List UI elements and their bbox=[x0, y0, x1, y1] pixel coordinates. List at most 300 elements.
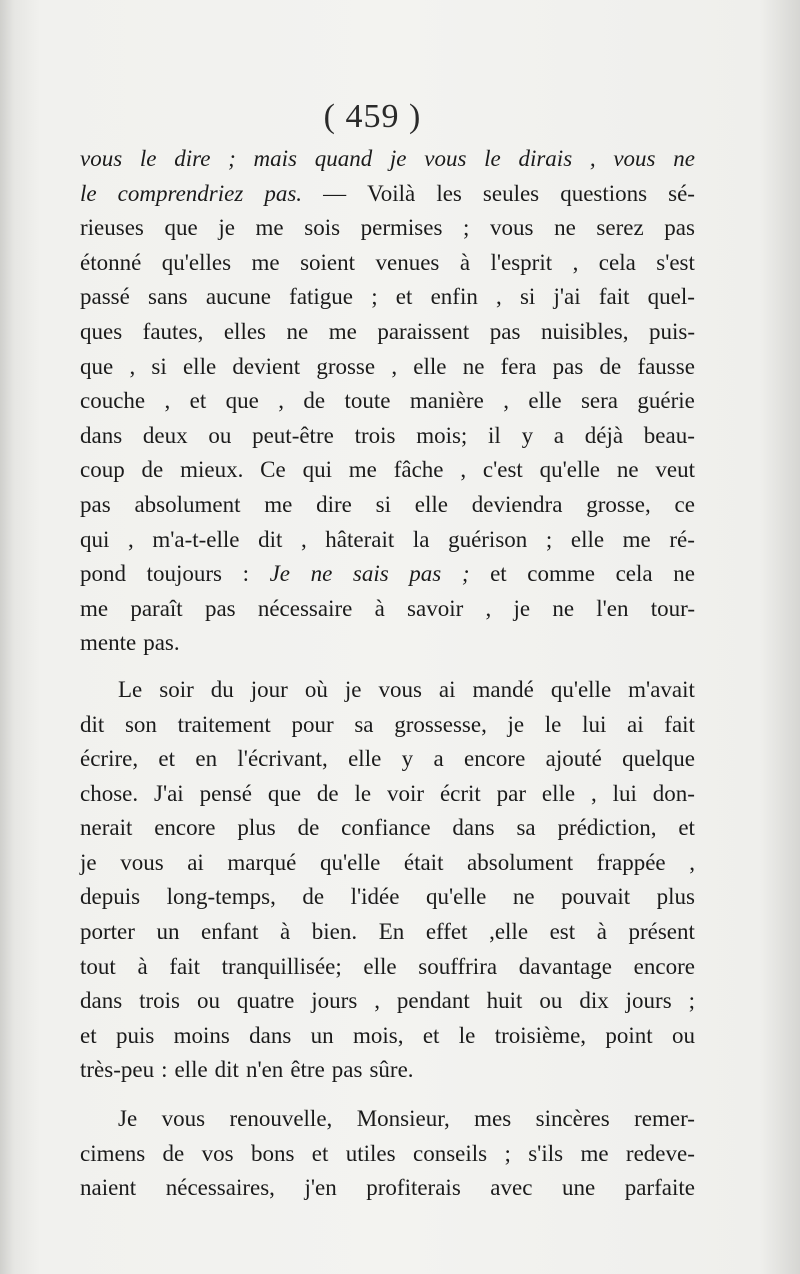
word: qu'elle bbox=[550, 676, 612, 702]
word: qu'elle bbox=[319, 849, 381, 875]
word: don- bbox=[652, 780, 695, 806]
word: je bbox=[507, 711, 525, 737]
word: couche bbox=[80, 388, 146, 414]
word: de bbox=[297, 815, 320, 841]
word: enfant bbox=[201, 919, 259, 945]
word: depuis bbox=[80, 884, 141, 910]
word: — bbox=[323, 180, 347, 206]
word: elle bbox=[182, 353, 217, 379]
word: et bbox=[395, 284, 413, 310]
word: du bbox=[210, 676, 234, 702]
word: jours bbox=[625, 988, 672, 1014]
text-line bbox=[80, 846, 695, 881]
text-line bbox=[80, 626, 695, 661]
word: une bbox=[561, 1175, 596, 1201]
word: dire bbox=[316, 491, 352, 517]
word: à bbox=[137, 953, 148, 979]
text-line bbox=[80, 1102, 695, 1137]
word: vous bbox=[613, 146, 656, 171]
word: devient bbox=[232, 353, 301, 379]
word: je bbox=[218, 215, 235, 241]
word: les bbox=[436, 180, 462, 206]
word: si bbox=[519, 284, 536, 310]
word: vous bbox=[161, 1106, 206, 1132]
word: me bbox=[251, 249, 280, 275]
word: sincères bbox=[535, 1106, 610, 1132]
word: pendant bbox=[396, 988, 470, 1014]
word: ne bbox=[673, 561, 695, 587]
word: ne bbox=[310, 561, 333, 587]
word: paraissent bbox=[377, 318, 470, 344]
word: ; bbox=[371, 284, 378, 310]
word: avec bbox=[490, 1175, 533, 1201]
word: souffrira bbox=[418, 953, 498, 979]
word: me bbox=[328, 318, 357, 344]
word: quelque bbox=[622, 746, 695, 772]
word: En bbox=[378, 919, 405, 945]
word: je bbox=[389, 146, 407, 171]
word: sais bbox=[352, 561, 389, 587]
word: absolument bbox=[467, 849, 574, 875]
word: utiles bbox=[345, 1140, 396, 1166]
text-line bbox=[80, 142, 695, 177]
word: venues bbox=[375, 249, 440, 275]
word: enfin bbox=[430, 284, 478, 310]
word: ; bbox=[463, 215, 470, 241]
text-line bbox=[80, 488, 695, 523]
page-number: ( 459 ) bbox=[323, 98, 422, 135]
word: ne bbox=[286, 318, 309, 344]
word: absolument bbox=[134, 491, 241, 517]
word: l'idée bbox=[350, 884, 400, 910]
word: n'en bbox=[245, 1057, 284, 1083]
word: veut bbox=[655, 457, 695, 483]
word: que bbox=[80, 353, 114, 379]
word: quel- bbox=[647, 284, 695, 310]
word: permises bbox=[360, 215, 443, 241]
word: encore bbox=[464, 746, 526, 772]
text-line bbox=[80, 592, 695, 627]
word: traitement bbox=[177, 711, 271, 737]
word: naient bbox=[80, 1175, 137, 1201]
word: fera bbox=[500, 353, 537, 379]
word: ré- bbox=[669, 526, 695, 552]
word: Je bbox=[118, 1106, 138, 1132]
text-line bbox=[80, 915, 695, 950]
word: , bbox=[485, 595, 492, 621]
word: profiterais bbox=[366, 1175, 461, 1201]
word: c'est bbox=[482, 457, 523, 483]
word: , bbox=[591, 780, 597, 806]
word: et bbox=[422, 1022, 440, 1048]
word: , bbox=[689, 849, 695, 875]
word: trois bbox=[354, 422, 396, 448]
word: remer- bbox=[634, 1106, 695, 1132]
word: ; bbox=[545, 526, 553, 552]
word: me bbox=[264, 491, 293, 517]
word: l'écrivant, bbox=[237, 746, 328, 772]
word: pas bbox=[489, 318, 521, 344]
word: le bbox=[458, 1022, 476, 1048]
word: aucune bbox=[205, 284, 271, 310]
word: plus bbox=[656, 884, 695, 910]
word: mais bbox=[253, 146, 297, 171]
word: s'ils bbox=[528, 1140, 564, 1166]
word: beau- bbox=[643, 422, 695, 448]
word: ; bbox=[504, 1140, 511, 1166]
text-line bbox=[80, 246, 695, 281]
word: peut-être bbox=[252, 422, 334, 448]
word: dans bbox=[249, 1022, 292, 1048]
word: à bbox=[596, 919, 607, 945]
word: , bbox=[503, 388, 510, 414]
word: étonné bbox=[80, 249, 142, 275]
word: vous bbox=[120, 849, 164, 875]
word: le bbox=[484, 146, 501, 171]
word: redeve- bbox=[625, 1140, 695, 1166]
paragraph bbox=[80, 142, 695, 661]
word: sa bbox=[516, 815, 536, 841]
word: ; bbox=[688, 988, 695, 1014]
text-line bbox=[80, 523, 695, 558]
word: ques bbox=[80, 318, 123, 344]
text-line bbox=[80, 280, 695, 315]
word: ne bbox=[554, 215, 576, 241]
word: rieuses bbox=[80, 215, 144, 241]
word: ai bbox=[627, 711, 644, 737]
word: sois bbox=[304, 215, 341, 241]
text-line bbox=[80, 350, 695, 385]
text-line bbox=[80, 557, 695, 592]
word: ou bbox=[539, 988, 563, 1014]
word: dire bbox=[174, 146, 211, 171]
word: grosse bbox=[316, 353, 376, 379]
word: déjà bbox=[584, 422, 624, 448]
text-line bbox=[80, 1053, 695, 1088]
word: pas bbox=[204, 595, 236, 621]
word: vous bbox=[378, 676, 422, 702]
word: me bbox=[255, 215, 284, 241]
word: si bbox=[151, 353, 167, 379]
word: vous bbox=[424, 146, 467, 171]
word: vous bbox=[490, 215, 534, 241]
word: elle bbox=[570, 526, 605, 552]
word: j'en bbox=[304, 1175, 337, 1201]
word: était bbox=[403, 849, 444, 875]
word: ajouté bbox=[545, 746, 602, 772]
word: parfaite bbox=[624, 1175, 695, 1201]
word: sûre. bbox=[369, 1057, 414, 1083]
word: renouvelle, bbox=[229, 1106, 333, 1132]
word: davantage bbox=[518, 953, 612, 979]
word: fâche bbox=[393, 457, 444, 483]
word: plus bbox=[237, 815, 276, 841]
word: et bbox=[80, 1022, 97, 1048]
word: très-peu bbox=[80, 1057, 155, 1083]
word: la bbox=[412, 526, 430, 552]
text-line bbox=[80, 315, 695, 350]
word: je bbox=[80, 849, 97, 875]
word: y bbox=[521, 422, 534, 448]
word: ai bbox=[187, 849, 204, 875]
word: qu'elle bbox=[426, 884, 487, 910]
word: jour bbox=[250, 676, 288, 702]
word: fait bbox=[598, 284, 630, 310]
word: mieux. bbox=[180, 457, 244, 483]
word: porter bbox=[80, 919, 135, 945]
word: où bbox=[304, 676, 328, 702]
word: cela bbox=[615, 561, 653, 587]
word: ou bbox=[671, 1022, 695, 1048]
word: long-temps, bbox=[166, 884, 276, 910]
word: vous bbox=[80, 146, 123, 171]
text-line bbox=[80, 984, 695, 1019]
word: pour bbox=[291, 711, 334, 737]
word: ce bbox=[674, 491, 695, 517]
word: dans bbox=[80, 422, 123, 448]
word: fait bbox=[169, 953, 200, 979]
word: , bbox=[127, 526, 134, 552]
word: encore bbox=[633, 953, 695, 979]
word: ne bbox=[462, 353, 485, 379]
word: être bbox=[290, 1057, 325, 1083]
word: il bbox=[488, 422, 501, 448]
word: dans bbox=[452, 815, 495, 841]
word: ne bbox=[552, 595, 575, 621]
text-line bbox=[80, 708, 695, 743]
word: fait bbox=[664, 711, 695, 737]
word: nécessaires, bbox=[165, 1175, 275, 1201]
word: chose. bbox=[80, 780, 139, 806]
word: grosse, bbox=[586, 491, 651, 517]
word: l'en bbox=[596, 595, 629, 621]
word: Voilà bbox=[367, 180, 416, 206]
text-line bbox=[80, 880, 695, 915]
word: qu'elles bbox=[161, 249, 232, 275]
word: dans bbox=[80, 988, 123, 1014]
text-line bbox=[80, 1171, 695, 1206]
word: sa bbox=[354, 711, 374, 737]
word: qui bbox=[80, 526, 110, 552]
word: pas. bbox=[143, 630, 180, 656]
word: qui bbox=[302, 457, 332, 483]
word: manière bbox=[409, 388, 484, 414]
word: pas. bbox=[264, 180, 303, 206]
word: mois, bbox=[353, 1022, 404, 1048]
word: Le bbox=[118, 676, 143, 702]
text-line bbox=[80, 384, 695, 419]
text-line bbox=[80, 811, 695, 846]
word: et bbox=[678, 815, 695, 841]
word: seules bbox=[482, 180, 540, 206]
word: ou bbox=[208, 422, 232, 448]
word: de bbox=[162, 1140, 185, 1166]
word: à bbox=[459, 249, 471, 275]
word: cimens bbox=[80, 1140, 146, 1166]
word: présent bbox=[628, 919, 695, 945]
word: marqué bbox=[227, 849, 297, 875]
word: dit bbox=[80, 711, 105, 737]
word: je bbox=[513, 595, 531, 621]
word: dirais bbox=[518, 146, 573, 171]
word: me bbox=[80, 595, 109, 621]
word: que bbox=[225, 388, 259, 414]
word: de bbox=[141, 457, 164, 483]
word: , bbox=[460, 457, 467, 483]
word: de bbox=[316, 780, 339, 806]
word: deviendra bbox=[471, 491, 563, 517]
word: et bbox=[490, 561, 507, 587]
word: m'a-t-elle bbox=[152, 526, 240, 552]
word: si bbox=[375, 491, 391, 517]
word: pas bbox=[664, 215, 695, 241]
word: ; bbox=[228, 146, 236, 171]
body-text bbox=[80, 142, 695, 1206]
word: dit bbox=[214, 1057, 239, 1083]
word: bons bbox=[250, 1140, 295, 1166]
word: ne bbox=[512, 884, 535, 910]
word: pond bbox=[80, 561, 126, 587]
word: de bbox=[303, 388, 326, 414]
word: elle bbox=[363, 953, 397, 979]
word: que bbox=[164, 215, 198, 241]
word: jours bbox=[311, 988, 358, 1014]
word: dix bbox=[579, 988, 609, 1014]
word: ,elle bbox=[489, 919, 529, 945]
text-line bbox=[80, 950, 695, 985]
word: confiance bbox=[341, 815, 431, 841]
word: puis bbox=[115, 1022, 155, 1048]
word: prédiction, bbox=[557, 815, 657, 841]
word: y bbox=[401, 746, 414, 772]
word: , bbox=[164, 388, 171, 414]
word: s'est bbox=[656, 249, 695, 275]
word: son bbox=[124, 711, 157, 737]
word: J'ai bbox=[154, 780, 184, 806]
text-line bbox=[80, 742, 695, 777]
word: un bbox=[310, 1022, 334, 1048]
word: a bbox=[433, 746, 444, 772]
word: ne bbox=[673, 146, 695, 171]
word: ; bbox=[461, 561, 470, 587]
text-line bbox=[80, 419, 695, 454]
word: pas bbox=[409, 561, 442, 587]
word: ne bbox=[616, 457, 639, 483]
word: un bbox=[156, 919, 180, 945]
word: toujours bbox=[146, 561, 222, 587]
text-line bbox=[80, 1019, 695, 1054]
word: mente bbox=[80, 630, 137, 656]
word: de bbox=[302, 884, 325, 910]
word: fausse bbox=[637, 353, 695, 379]
paragraph bbox=[80, 1102, 695, 1206]
word: , bbox=[374, 988, 380, 1014]
word: sé- bbox=[668, 180, 695, 206]
word: nuisibles, bbox=[540, 318, 629, 344]
word: , bbox=[589, 146, 596, 171]
word: lui bbox=[612, 780, 637, 806]
word: quand bbox=[314, 146, 373, 171]
word: puis- bbox=[649, 318, 695, 344]
word: , bbox=[129, 353, 136, 379]
word: tour- bbox=[650, 595, 695, 621]
word: pas bbox=[552, 353, 584, 379]
word: sera bbox=[580, 388, 618, 414]
word: cela bbox=[598, 249, 636, 275]
word: : bbox=[242, 561, 249, 587]
word: elle bbox=[348, 746, 382, 772]
word: moins bbox=[173, 1022, 230, 1048]
text-line bbox=[80, 673, 695, 708]
word: pas bbox=[80, 491, 111, 517]
word: grossesse, bbox=[394, 711, 487, 737]
word: l'esprit bbox=[490, 249, 553, 275]
word: savoir bbox=[407, 595, 464, 621]
word: et bbox=[158, 746, 176, 772]
paragraph bbox=[80, 673, 695, 1088]
word: le bbox=[80, 180, 97, 206]
text-line bbox=[80, 1137, 695, 1172]
word: mois; bbox=[416, 422, 468, 448]
word: et bbox=[311, 1140, 329, 1166]
word: questions bbox=[560, 180, 648, 206]
word: comprendriez bbox=[117, 180, 244, 206]
word: dit bbox=[258, 526, 283, 552]
word: guérison bbox=[448, 526, 528, 552]
word: : bbox=[161, 1057, 168, 1083]
word: nerait bbox=[80, 815, 133, 841]
word: pouvait bbox=[561, 884, 631, 910]
word: sans bbox=[148, 284, 188, 310]
word: tout bbox=[80, 953, 116, 979]
word: trois bbox=[139, 988, 180, 1014]
word: fatigue bbox=[289, 284, 354, 310]
word: que bbox=[267, 780, 302, 806]
word: me bbox=[580, 1140, 609, 1166]
word: le bbox=[139, 146, 157, 171]
word: est bbox=[549, 919, 576, 945]
word: , bbox=[391, 353, 398, 379]
word: me bbox=[622, 526, 651, 552]
text-line bbox=[80, 177, 695, 212]
word: j'ai bbox=[553, 284, 581, 310]
word: mandé bbox=[472, 676, 534, 702]
word: tranquillisée; bbox=[221, 953, 342, 979]
word: serez bbox=[596, 215, 644, 241]
word: hâterait bbox=[325, 526, 395, 552]
word: elle bbox=[413, 353, 447, 379]
word: Ce bbox=[260, 457, 286, 483]
word: soir bbox=[159, 676, 194, 702]
word: le bbox=[544, 711, 562, 737]
word: troisième, bbox=[494, 1022, 587, 1048]
word: soient bbox=[300, 249, 356, 275]
word: écrit bbox=[439, 780, 481, 806]
word: bien. bbox=[311, 919, 358, 945]
word: effet bbox=[425, 919, 468, 945]
word: comme bbox=[527, 561, 595, 587]
word: deux bbox=[142, 422, 188, 448]
word: point bbox=[605, 1022, 653, 1048]
word: écrire, bbox=[80, 746, 139, 772]
word: ou bbox=[196, 988, 220, 1014]
word: coup bbox=[80, 457, 125, 483]
word: toute bbox=[344, 388, 391, 414]
word: m'avait bbox=[628, 676, 695, 702]
word: encore bbox=[154, 815, 216, 841]
word: voir bbox=[387, 780, 425, 806]
word: à bbox=[280, 919, 291, 945]
